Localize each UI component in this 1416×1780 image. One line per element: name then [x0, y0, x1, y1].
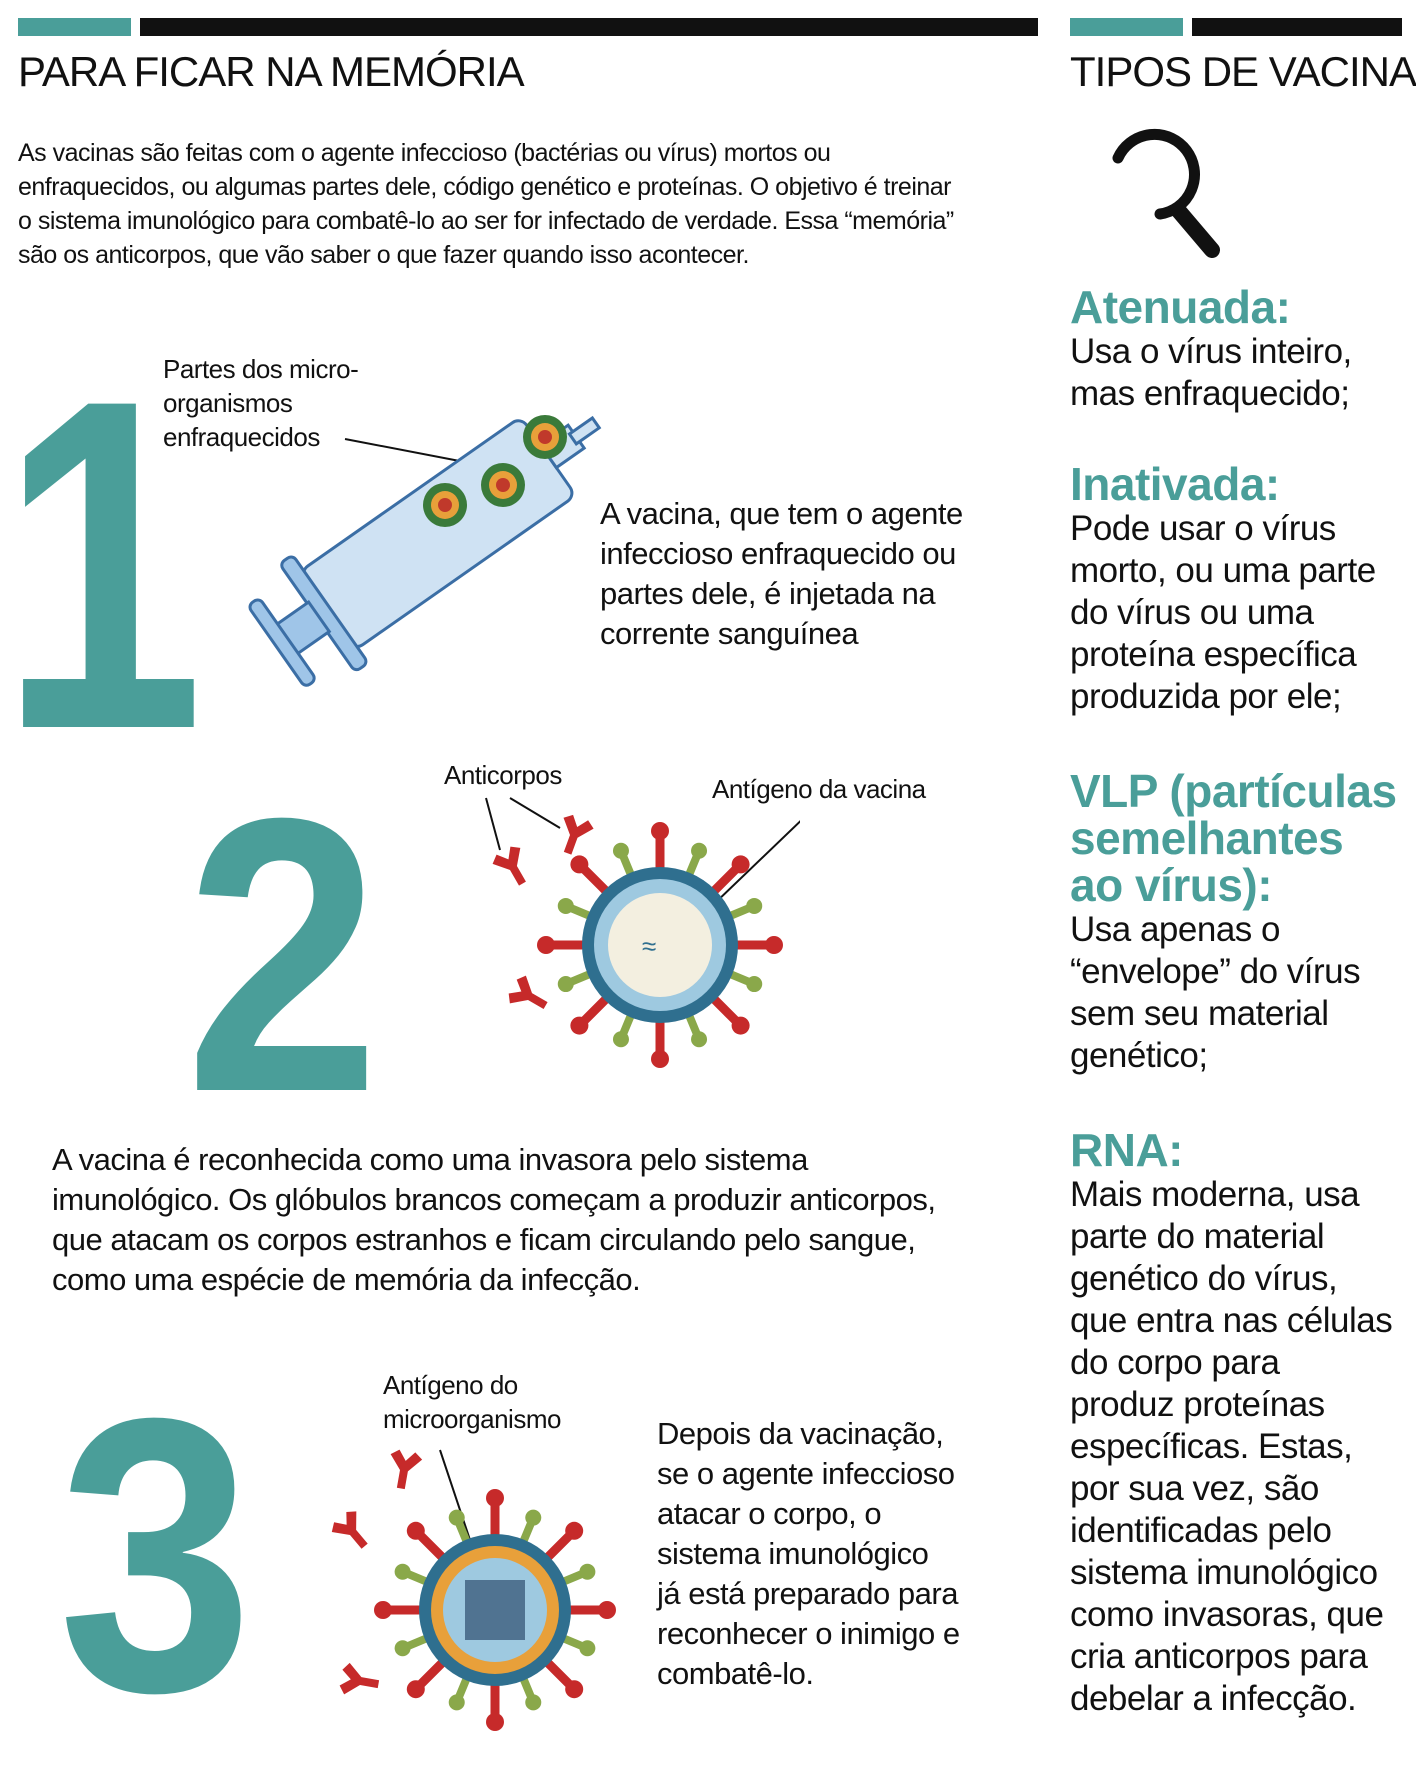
step-2-text [52, 1140, 935, 1300]
step-3-label [383, 1368, 561, 1436]
text-line: como invasoras, que [1070, 1595, 1384, 1634]
text-line: mas enfraquecido; [1070, 374, 1350, 413]
intro-line: são os anticorpos, que vão saber o que fazer quando isso acontecer. [18, 241, 749, 269]
sidebar-title: TIPOS DE VACINA [1070, 48, 1416, 95]
text-line: genético; [1070, 1036, 1208, 1075]
text-line: Depois da vacinação, [657, 1416, 944, 1451]
step-3-text [657, 1414, 960, 1694]
vaccine-types-list [1070, 281, 1410, 1720]
text-line: Pode usar o vírus [1070, 509, 1336, 548]
text-line: corrente sanguínea [600, 616, 859, 651]
text-line: que atacam os corpos estranhos e ficam circulando pelo sangue, [52, 1222, 916, 1257]
type-description [1070, 331, 1410, 415]
spike-tip [537, 936, 555, 954]
type-name: ao vírus): [1070, 859, 1273, 911]
type-name: semelhantes [1070, 812, 1344, 864]
step-1-number: 1 [0, 302, 189, 827]
spike-tip [746, 976, 762, 992]
spike-tip [691, 1031, 707, 1047]
type-name: RNA: [1070, 1124, 1183, 1176]
label-line: Antígeno do [383, 1370, 518, 1400]
text-line: do corpo para [1070, 1343, 1280, 1382]
header-bar-black-left [140, 18, 1038, 36]
free-antibody-icon [505, 973, 554, 1020]
type-description [1070, 508, 1410, 718]
spike-tip [395, 1564, 411, 1580]
header-bar-teal-right [1070, 18, 1183, 36]
type-description [1070, 1174, 1410, 1720]
text-line: infeccioso enfraquecido ou [600, 536, 956, 571]
step-2-label-antibodies: Anticorpos [444, 760, 562, 790]
virus-recognized-illustration [320, 1440, 650, 1760]
step-2-number: 2 [185, 737, 381, 1173]
spike-tip [395, 1640, 411, 1656]
virus-with-antibodies-illustration [470, 790, 800, 1100]
spike-tip [746, 898, 762, 914]
spike-tip [570, 1017, 588, 1035]
spike-tip [691, 843, 707, 859]
text-line: que entra nas células [1070, 1301, 1393, 1340]
free-antibody-icon [328, 1507, 377, 1557]
text-line: identificadas pelo [1070, 1511, 1332, 1550]
spike-tip [558, 898, 574, 914]
spike-tip [449, 1510, 465, 1526]
text-line: sem seu material [1070, 994, 1329, 1033]
spike-tip [486, 1489, 504, 1507]
intro-line: enfraquecidos, ou algumas partes dele, código genético e proteínas. O objetivo é treinar [18, 173, 952, 201]
text-line: específicas. Estas, [1070, 1427, 1353, 1466]
text-line: proteína específica [1070, 635, 1357, 674]
text-line: atacar o corpo, o [657, 1496, 882, 1531]
spike-tip [374, 1601, 392, 1619]
page-title: PARA FICAR NA MEMÓRIA [18, 48, 524, 95]
virus-particle-icon [523, 415, 567, 459]
spike-tip [579, 1640, 595, 1656]
syringe-illustration [240, 355, 660, 695]
spike-tip [486, 1713, 504, 1731]
text-line: morto, ou uma parte [1070, 551, 1376, 590]
spike-tip [765, 936, 783, 954]
text-line: sistema imunológico [657, 1536, 929, 1571]
step-3-number: 3 [58, 1337, 254, 1773]
text-line: A vacina, que tem o agente [600, 496, 963, 531]
free-antibody-icon [490, 843, 537, 892]
label-line: Partes dos micro- [163, 354, 359, 384]
vaccine-type-vlp [1070, 765, 1410, 1077]
text-line: A vacina é reconhecida como uma invasora pelo sistema [52, 1142, 808, 1177]
intro-line: As vacinas são feitas com o agente infeccioso (bactérias ou vírus) mortos ou [18, 139, 831, 167]
step-2-label-antigen: Antígeno da vacina [712, 774, 926, 804]
text-line: sistema imunológico [1070, 1553, 1378, 1592]
virus-particle-icon [481, 463, 525, 507]
text-line: como uma espécie de memória da infecção. [52, 1262, 641, 1297]
text-line: por sua vez, são [1070, 1469, 1319, 1508]
intro-line: o sistema imunológico para combatê-lo ao ser for infectado de verdade. Essa “memória” [18, 207, 954, 235]
type-name: Inativada: [1070, 458, 1280, 510]
spike-tip [732, 1017, 750, 1035]
spike-tip [449, 1694, 465, 1710]
type-name: VLP (partículas [1070, 765, 1397, 817]
spike-tip [613, 843, 629, 859]
spike-tip [407, 1522, 425, 1540]
text-line: Usa apenas o [1070, 910, 1280, 949]
vaccine-type-rna [1070, 1124, 1410, 1720]
text-line: cria anticorpos para [1070, 1637, 1368, 1676]
free-antibody-icon [553, 812, 596, 859]
intro-paragraph [18, 136, 1028, 272]
spike-tip [651, 822, 669, 840]
spike-tip [558, 976, 574, 992]
text-line: produz proteínas [1070, 1385, 1325, 1424]
spike-tip [613, 1031, 629, 1047]
text-line: do vírus ou uma [1070, 593, 1314, 632]
spike-tip [598, 1601, 616, 1619]
text-line: partes dele, é injetada na [600, 576, 936, 611]
text-line: produzida por ele; [1070, 677, 1342, 716]
text-line: se o agente infeccioso [657, 1456, 955, 1491]
spike-tip [579, 1564, 595, 1580]
header-bar-teal-left [18, 18, 131, 36]
type-description [1070, 909, 1410, 1077]
label-line: organismos [163, 388, 293, 418]
text-line: Mais moderna, usa [1070, 1175, 1360, 1214]
vaccine-type-attenuated [1070, 281, 1410, 415]
svg-text:≈: ≈ [642, 931, 657, 961]
label-line: microorganismo [383, 1404, 561, 1434]
spike-tip [565, 1680, 583, 1698]
text-line: imunológico. Os glóbulos brancos começam a produzir anticorpos, [52, 1182, 936, 1217]
vaccine-type-inactivated [1070, 458, 1410, 718]
header-bar-black-right [1192, 18, 1402, 36]
virus-particle-icon [423, 483, 467, 527]
text-line: parte do material [1070, 1217, 1325, 1256]
type-name: Atenuada: [1070, 281, 1291, 333]
text-line: reconhecer o inimigo e [657, 1616, 960, 1651]
text-line: “envelope” do vírus [1070, 952, 1361, 991]
text-line: Usa o vírus inteiro, [1070, 332, 1352, 371]
spike-tip [407, 1680, 425, 1698]
spike-tip [525, 1510, 541, 1526]
text-line: já está preparado para [657, 1576, 958, 1611]
free-antibody-icon [385, 1448, 423, 1491]
spike-tip [570, 855, 588, 873]
magnifier-icon [1100, 118, 1230, 268]
free-antibody-icon [338, 1662, 381, 1700]
text-line: combatê-lo. [657, 1656, 814, 1691]
spike-tip [732, 855, 750, 873]
text-line: debelar a infecção. [1070, 1679, 1357, 1718]
label-line: enfraquecidos [163, 422, 320, 452]
spike-tip [525, 1694, 541, 1710]
spike-tip [565, 1522, 583, 1540]
text-line: genético do vírus, [1070, 1259, 1338, 1298]
step-1-text [600, 494, 963, 654]
spike-tip [651, 1050, 669, 1068]
